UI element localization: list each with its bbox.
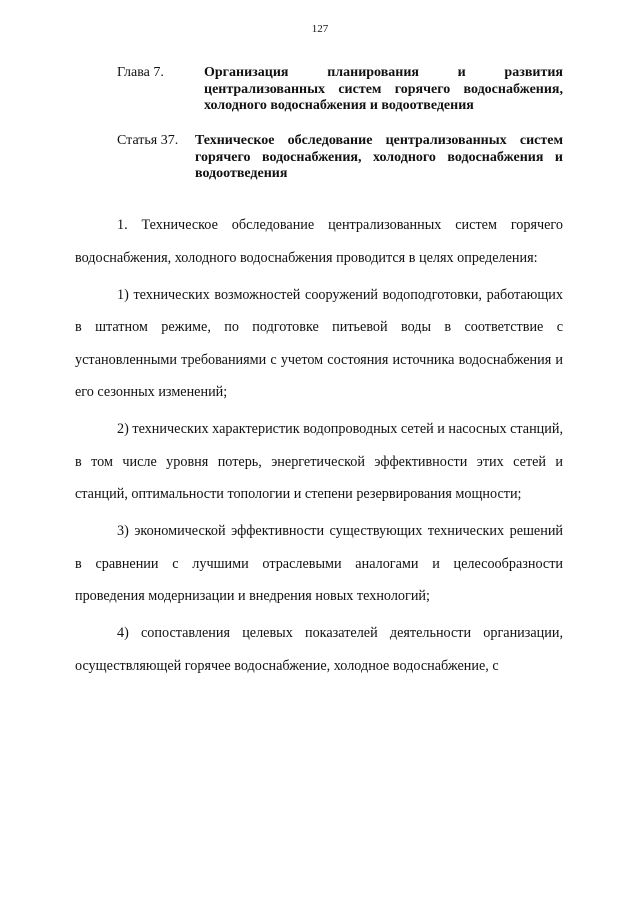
article-body	[75, 209, 563, 687]
chapter-label: Глава 7.	[117, 65, 164, 80]
page-number: 127	[311, 23, 329, 35]
article-heading	[117, 133, 563, 183]
article-label: Статья 37.	[117, 133, 179, 148]
chapter-title: Организация планирования и развития централизованных систем горячего водоснабжения, холодного водоснабжения и водоотведения	[204, 65, 563, 113]
article-title: Техническое обследование централизованных систем горячего водоснабжения, холодного водоснабжения и водоотведения	[195, 133, 563, 181]
paragraph-item-2: 2) технических характеристик водопроводных сетей и насосных станций, в том числе уровня потерь, энергетической эффективности этих сетей и станций, оптимальности топологии и степени резервирования мощности;	[75, 421, 563, 502]
paragraph-item-4: 4) сопоставления целевых показателей деятельности организации, осуществляющей горячее водоснабжение, холодное водоснабжение, с	[75, 625, 563, 674]
chapter-heading	[117, 65, 563, 115]
paragraph-item-3: 3) экономической эффективности существующих технических решений в сравнении с лучшими отраслевыми аналогами и целесообразности проведения модернизации и внедрения новых технологий;	[75, 523, 563, 604]
paragraph-clause-1: 1. Техническое обследование централизованных систем горячего водоснабжения, холодного водоснабжения проводится в целях определения:	[75, 217, 563, 266]
paragraph-item-1: 1) технических возможностей сооружений водоподготовки, работающих в штатном режиме, по подготовке питьевой воды в соответствие с установленными требованиями с учетом состояния источника водоснабжения и его сезонных изменений;	[75, 286, 563, 400]
